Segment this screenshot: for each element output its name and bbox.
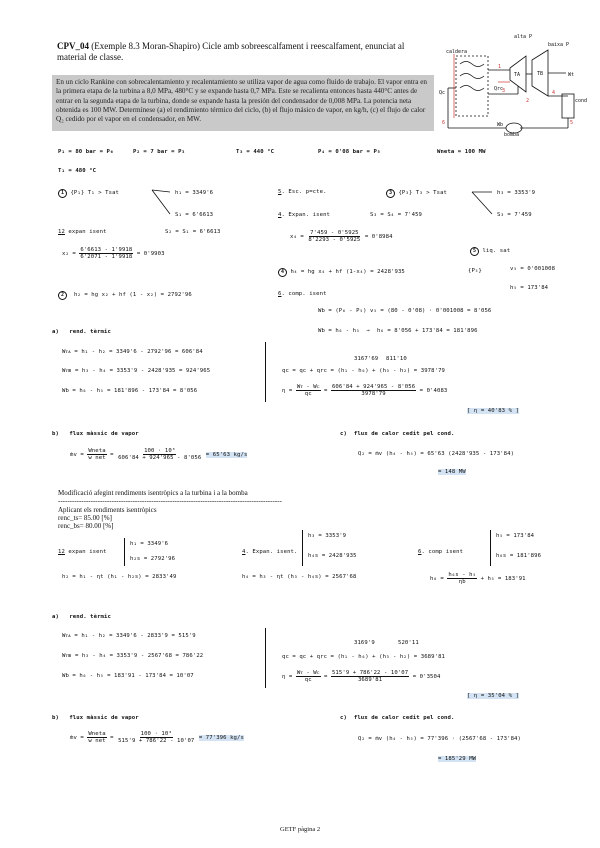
wb-enthalpy: Wb = h₆ - h₅ → h₆ = 8'056 + 173'84 = 181'896 <box>318 328 478 334</box>
x2-denominator: 6'2071 - 1'9918 <box>80 254 133 260</box>
eta-equation: η = $\frac{\text{Wᴛ - Wᴄ}}{qc}$ = $\frac{606'84 + 924'965 - 8'056}{3978'79}$ = 0'4083 <box>282 384 448 397</box>
p2-wtb: Wᴛʙ = h₃ - h₄ = 3353'9 - 2567'68 = 786'22 <box>62 653 204 659</box>
p2-bracket-1 <box>124 538 125 566</box>
diagram-node-3: 3 <box>502 88 506 94</box>
x4-label: x₄ = <box>290 234 304 240</box>
comp-isent-label: comp. isent <box>288 291 327 297</box>
qc-middle: (h₁ - h₆) + (h₃ - h₂) <box>337 368 411 374</box>
p2-q2-equation: Q₂ = ṁv (h₄ - h₅) = 77'396 · (2567'68 - 173'84) <box>358 736 521 742</box>
state3-condition: {P₃} T₃ > Tsat <box>398 190 448 196</box>
part-c-letter: c) <box>340 431 347 437</box>
state1-header <box>58 189 119 198</box>
eta-label: η = <box>282 388 293 394</box>
p2-comp: 6. comp isent <box>418 549 464 555</box>
p2-mdot-den1: w net <box>88 738 106 744</box>
mod-renc-ts: renc_ts= 85.00 [%] <box>58 514 112 522</box>
p2-comp-label: comp isent <box>428 549 464 555</box>
p2-state4-label: 4 <box>242 549 246 555</box>
exp2-label: Expan. isent <box>288 212 331 218</box>
state3-s3: S₃ = 7'459 <box>497 212 532 218</box>
p2-eta-equation: η = $\frac{\text{Wᴛ - Wᴄ}}{qc}$ = $\frac{515'9 + 786'22 - 10'07}{3689'81}$ = 0'3504 <box>282 670 441 683</box>
p2-part-a-letter: a) <box>52 614 59 620</box>
state-marker-1: 1 <box>58 189 67 198</box>
p2-exp2: 4. Expan. isent. <box>242 549 298 555</box>
p2-part-a-title <box>52 614 111 620</box>
p2-bracket-2 <box>302 530 303 566</box>
p2-h2s: h₂s = 2792'96 <box>130 556 176 562</box>
p2-mdot-label: ṁv = <box>70 735 84 741</box>
state3-arrows <box>470 188 496 218</box>
part-c-title <box>340 431 454 437</box>
diagram-node-4: 4 <box>552 90 556 96</box>
p2-part-b-label: flux màssic de vapor <box>69 715 139 721</box>
p2-part-b-letter: b) <box>52 715 59 721</box>
state2-label: 1 <box>58 229 62 235</box>
mdot-eq: = <box>110 452 114 458</box>
p2-mdot-num2: 100 · 10³ <box>140 731 172 737</box>
x2-equation <box>62 247 165 260</box>
p2-qc-result: = 3689'81 <box>413 654 446 660</box>
state5-header: 5. Esc. p=cte. <box>278 189 327 195</box>
x2-label: x₂ = <box>62 251 76 257</box>
problem-title: (Exemple 8.3 Moran-Shapiro) Cicle amb sobreescalfament i reescalfament, enunciat al material de classe. <box>57 41 405 62</box>
p2-exp-label: expan isent <box>68 549 107 555</box>
p2-mdot-frac2 <box>117 731 195 744</box>
h5-value: h₅ = 173'84 <box>510 285 549 291</box>
p2-qc-top2: 520'11 <box>398 640 419 646</box>
p2-h6s: h₆s = 181'896 <box>496 553 542 559</box>
p2-part-c-letter: c) <box>340 715 347 721</box>
problem-statement: En un ciclo Rankine con sobrecalentamiento y recalentamiento se utiliza vapor de agua como fluido de trabajo. El vapor entra en la primera etapa de la turbina a 8,0 MPa, 480°C y se expande hasta 0,7 MPa. Este se recalienta entonces hasta 440°C antes de entrar en la segunda etapa de la turbina, donde se expande hasta la presión del condensador de 0,008 MPa. La potencia neta obtenida es 100 MW. Determínese (a) el rendimiento térmico del ciclo, (b) el flujo másico de vapor, en kg/h, (c) el flujo de calor Q₂ cedido por el vapor en el condensador, en MW. <box>52 75 434 131</box>
data-t1: T₁ = 480 °C <box>58 168 97 174</box>
state3-h3: h₃ = 3353'9 <box>497 190 536 196</box>
x4-numerator: 7'459 - 0'5925 <box>310 230 359 236</box>
mdot-label: ṁv = <box>70 452 84 458</box>
h2-equation <box>58 291 192 300</box>
document-title <box>57 41 429 63</box>
diagram-label-cond: cond <box>575 98 588 104</box>
eta-boxed-result: [ η = 40'83 % ] <box>467 408 520 414</box>
data-t3: T₃ = 440 °C <box>236 149 275 155</box>
eta-num: Wᴛ - Wᴄ <box>296 384 320 390</box>
p2-h4s: h₄s = 2428'935 <box>308 553 357 559</box>
p2-mdot-result: = 77'396 kg/s <box>198 735 244 741</box>
eta-frac1 <box>296 384 321 397</box>
p2-part-c-label: flux de calor cedit pel cond. <box>353 715 455 721</box>
x2-numerator: 6'6613 - 1'9918 <box>80 247 133 253</box>
p2-part-b-title <box>52 715 139 721</box>
diagram-label-wt: Wt <box>568 72 575 78</box>
mdot-den2: 606'84 + 924'965 - 8'056 <box>118 455 202 461</box>
mod-dashes: ------------------------------------------------------------------------------------------------ <box>58 497 282 505</box>
part-a-divider <box>265 342 266 402</box>
p2-qc-equation <box>282 654 445 660</box>
diagram-label-bomba: bomba <box>504 132 520 138</box>
state4-label: 4 <box>278 212 282 218</box>
p2-mdot-den2: 515'9 + 786'22 - 10'07 <box>118 738 195 744</box>
q2-result: = 148 MW <box>438 469 466 475</box>
p2-h6-num: h₆s - h₅ <box>448 572 477 578</box>
state-marker-2: 2 <box>58 291 67 300</box>
wb-h-diff: Wb = h₆ - h₅ <box>318 328 360 334</box>
exp-isent-label: expan isent <box>68 229 107 235</box>
p2-eta-frac1 <box>296 670 321 683</box>
p2-eta-boxed-result: [ η = 35'04 % ] <box>467 693 520 699</box>
x4-result: = 0'8984 <box>364 234 393 240</box>
p2-eta-frac2 <box>331 670 409 683</box>
mod-title: Modificació afegint rendiments isentròpics a la turbina i a la bomba <box>58 489 248 497</box>
p2-h6-frac <box>447 572 477 585</box>
mdot-result: = 65'63 kg/s <box>205 452 248 458</box>
p2-qc-middle: (h₁ - h₆) + (h₃ - h₂) <box>337 654 411 660</box>
eta-den: qc <box>304 391 312 397</box>
comp-isent-6: 6. comp. isent <box>278 291 327 297</box>
state-marker-3: 3 <box>386 189 395 198</box>
x4-fraction <box>307 230 361 243</box>
data-wneta: Wneta = 100 MW <box>437 149 486 155</box>
state-marker-5: 5 <box>470 247 479 256</box>
h6-value: h₆ = 8'056 + 173'84 = 181'896 <box>376 328 478 334</box>
exp-isent-2: 12 expan isent <box>58 229 107 235</box>
wtb-equation: Wᴛʙ = h₃ - h₄ = 3353'9 - 2428'935 = 924'965 <box>62 368 211 374</box>
wta-equation: Wᴛᴀ = h₁ - h₂ = 3349'6 - 2792'96 = 606'84 <box>62 349 203 355</box>
p2-part-c-title <box>340 715 454 721</box>
diagram-node-2: 2 <box>526 98 530 104</box>
p2-qc-top1: 3169'9 <box>354 640 375 646</box>
x4-denominator: 8'2293 - 0'5925 <box>308 237 361 243</box>
qc-top1: 3167'69 <box>354 356 379 362</box>
p2-eta-den2: 3689'81 <box>357 677 383 683</box>
eta-num2: 606'84 + 924'965 - 8'056 <box>331 384 416 390</box>
diagram-label-wb: Wb <box>497 122 504 128</box>
qc-result: = 3978'79 <box>413 368 446 374</box>
x4-equation <box>290 230 393 243</box>
liq-sat-label: liq. sat <box>482 248 511 254</box>
eta-frac2 <box>331 384 416 397</box>
diagram-label-alta: alta P <box>514 34 533 40</box>
p2-eta-result: = 0'3504 <box>412 674 441 680</box>
p2-mdot-num1: Wneta <box>88 731 106 737</box>
state1-arrows <box>150 188 174 218</box>
state-marker-4: 4 <box>278 268 287 277</box>
part-b-label: flux màssic de vapor <box>69 431 139 437</box>
p2-wta: Wᴛᴀ = h₁ - h₂ = 3349'6 - 2833'9 = 515'9 <box>62 633 196 639</box>
diagram-node-1: 1 <box>498 64 502 70</box>
state1-s1: S₁ = 6'6613 <box>175 212 214 218</box>
p2-h5: h₅ = 173'84 <box>496 533 535 539</box>
p2-part-a-label: rend. tèrmic <box>69 614 111 620</box>
diagram-label-baixa: baixa P <box>548 42 570 48</box>
p2-h6-result: + h₅ = 183'91 <box>480 576 526 582</box>
exp-isent-4: 4. Expan. isent <box>278 212 331 218</box>
eta-result: = 0'4083 <box>419 388 448 394</box>
s3-equals-s4: S₃ = S₄ = 7'459 <box>370 212 423 218</box>
state1-h1: h₁ = 3349'6 <box>175 190 214 196</box>
p2-h3: h₃ = 3353'9 <box>308 533 347 539</box>
p2-exp-isent: 12 expan isent <box>58 549 107 555</box>
data-p2: P₂ = 7 bar = P₃ <box>133 149 186 155</box>
p2-eta-den: qc <box>304 677 312 683</box>
p2-qc-label: qc = qc + qrc = <box>282 654 335 660</box>
mdot-num1: Wneta <box>88 448 106 454</box>
data-p1: P₁ = 80 bar = P₆ <box>58 149 114 155</box>
problem-code: CPV_04 <box>57 41 89 51</box>
qc-label: qc = qc + qrc = <box>282 368 335 374</box>
p2-mdot-eq: = <box>110 735 114 741</box>
p2-state2-label: 1 <box>58 549 62 555</box>
state5-label: 5 <box>278 189 282 195</box>
x2-result: = 0'9903 <box>136 251 165 257</box>
diagram-label-caldera: caldera <box>446 49 468 55</box>
diagram-label-ta: TA <box>514 72 521 78</box>
p2-h1: h₁ = 3349'6 <box>130 541 169 547</box>
h4-value: h₄ = hg x₄ + hf (1-x₄) = 2428'935 <box>290 269 405 275</box>
part-a-title <box>52 329 111 335</box>
p2-eta-num2: 515'9 + 786'22 - 10'07 <box>331 670 409 676</box>
mdot-den1: w net <box>88 455 106 461</box>
p2-mass-flow-equation <box>70 731 244 744</box>
diagram-node-5: 5 <box>570 120 574 126</box>
state1-condition: {P₁} T₁ > Tsat <box>70 190 120 196</box>
p2-part-a-divider <box>265 628 266 688</box>
p2-h4: h₄ = h₃ - ηt (h₃ - h₄s) = 2567'68 <box>242 574 357 580</box>
p2-h6-den: ηb <box>458 579 466 585</box>
h4-equation <box>278 268 405 277</box>
diagram-label-qrc: Qrc <box>494 86 504 92</box>
x2-fraction <box>79 247 133 260</box>
part-a-label: rend. tèrmic <box>69 329 111 335</box>
state5-liq <box>470 247 510 256</box>
q2-equation: Q₂ = ṁv (h₄ - h₅) = 65'63 (2428'935 - 173'84) <box>358 451 515 457</box>
wb-pump-work: Wb = (P₆ - P₅) v₅ = (80 - 0'08) · 0'001008 = 8'056 <box>318 308 492 314</box>
mdot-frac2 <box>117 448 202 461</box>
mass-flow-equation <box>70 448 247 461</box>
s2-equals-s1: S₂ = S₁ = 6'6613 <box>165 229 221 235</box>
p2-bracket-3 <box>490 530 491 566</box>
p2-h6-label: h₆ = <box>430 576 444 582</box>
mod-renc-bs: renc_bs= 80.00 [%] <box>58 522 114 530</box>
state3-header <box>386 189 447 198</box>
state6-label: 6 <box>278 291 282 297</box>
qc-top2: 811'10 <box>386 356 407 362</box>
eta-den2: 3978'79 <box>361 391 386 397</box>
part-a-letter: a) <box>52 329 59 335</box>
p2-eta-num: Wᴛ - Wᴄ <box>296 670 320 676</box>
part-c-label: flux de calor cedit pel cond. <box>353 431 455 437</box>
mod-apply: Aplicant els rendiments isentròpics <box>58 506 157 514</box>
p2-q2-result: = 185'29 MW <box>438 756 477 762</box>
data-p4: P₄ = 0'08 bar = P₅ <box>318 149 381 155</box>
p2-wb: Wb = h₆ - h₅ = 183'91 - 173'84 = 10'07 <box>62 673 194 679</box>
qc-equation <box>282 368 445 374</box>
diagram-label-tb: TB <box>537 71 544 77</box>
diagram-node-6: 6 <box>442 120 446 126</box>
part-b-letter: b) <box>52 431 59 437</box>
p2-h6-equation <box>430 572 526 585</box>
state5-process: Esc. p=cte. <box>288 189 327 195</box>
rankine-cycle-diagram <box>438 28 588 138</box>
p2-h2: h₂ = h₁ - ηt (h₁ - h₂s) = 2833'49 <box>62 574 177 580</box>
mdot-num2: 100 · 10³ <box>144 448 176 454</box>
diagram-label-qc: Qc <box>439 90 446 96</box>
p5-brace: {P₅} <box>468 268 482 274</box>
p2-exp2-label: Expan. isent. <box>252 549 298 555</box>
part-b-title <box>52 431 139 437</box>
mdot-frac1 <box>87 448 106 461</box>
v5-value: v₅ = 0'001008 <box>510 266 556 272</box>
p2-eta-label: η = <box>282 674 293 680</box>
p2-mdot-frac1 <box>87 731 106 744</box>
h2-value: h₂ = hg x₂ + hf (1 - x₂) = 2792'96 <box>73 292 192 298</box>
p2-state6-label: 6 <box>418 549 422 555</box>
page-footer: GETF pàgina 2 <box>280 826 321 833</box>
wb-equation: Wb = h₆ - h₅ = 181'896 - 173'84 = 8'056 <box>62 388 198 394</box>
